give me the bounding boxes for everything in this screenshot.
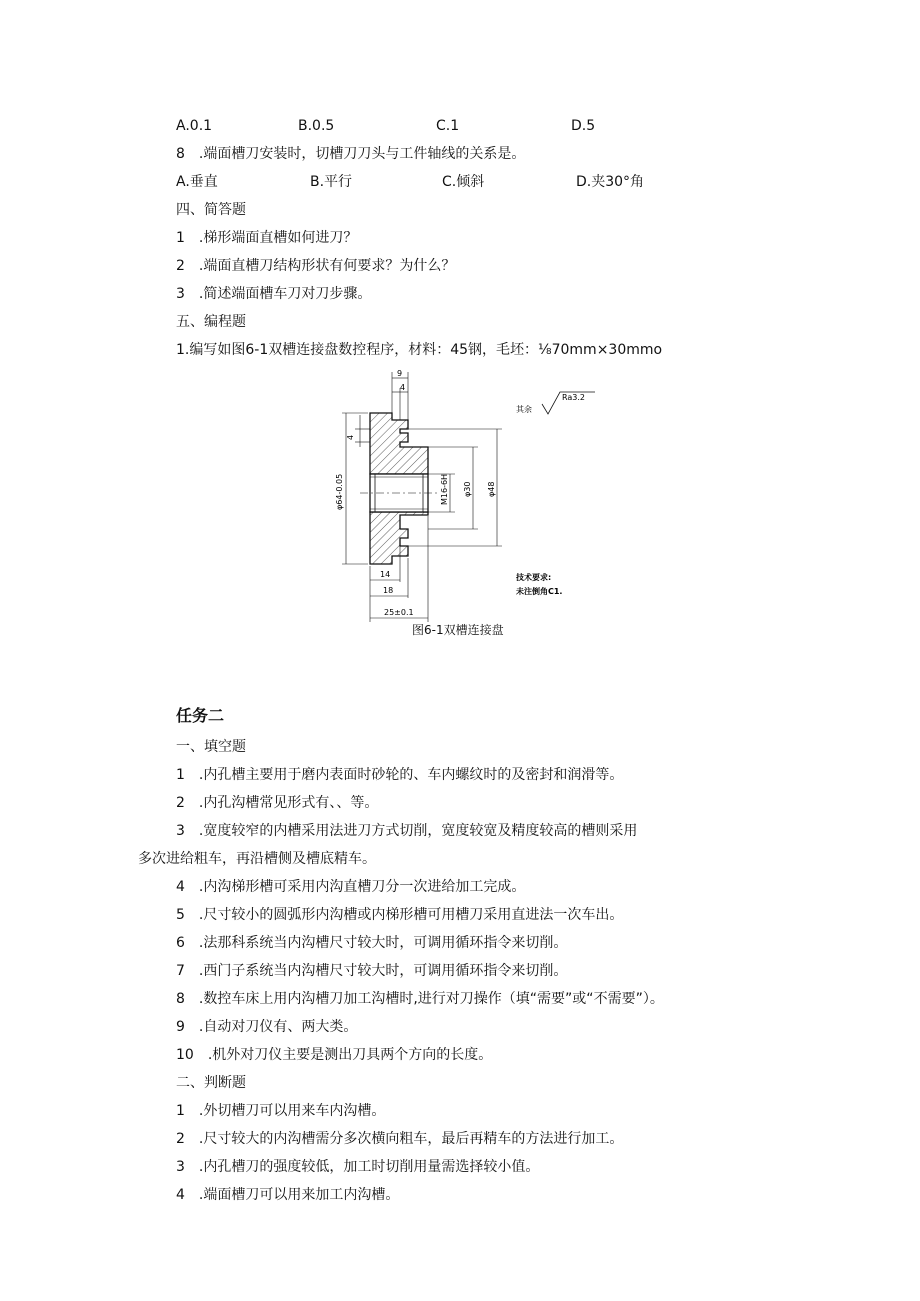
fill-blank-item: 1 .内孔槽主要用于磨内表面时砂轮的、车内螺纹时的及密封和润滑等。 <box>176 767 624 783</box>
fill-blank-item: 3 .宽度较窄的内槽采用法进刀方式切削，宽度较宽及精度较高的槽则采用 <box>176 823 638 839</box>
q7-option-a: A.0.1 <box>176 118 213 134</box>
connecting-disc-drawing <box>320 370 620 645</box>
q7-option-b: B.0.5 <box>298 118 335 134</box>
q7-option-c: C.1 <box>436 118 460 134</box>
fill-blank-item: 5 .尺寸较小的圆弧形内沟槽或内梯形槽可用槽刀采用直进法一次车出。 <box>176 907 624 923</box>
tech-requirements-title: 技术要求: <box>516 573 552 582</box>
section4-heading: 四、简答题 <box>176 202 246 218</box>
dim-14: 14 <box>380 570 391 579</box>
dim-phi64: φ64-0.05 <box>335 473 344 510</box>
fill-blank-item: 2 .内孔沟槽常见形式有、、等。 <box>176 795 379 811</box>
q7-option-d: D.5 <box>571 118 596 134</box>
dim-phi30: φ30 <box>463 481 472 497</box>
task2-title: 任务二 <box>176 706 225 725</box>
dim-25: 25±0.1 <box>384 608 414 617</box>
tech-requirements-note: 未注倒角C1. <box>516 587 563 596</box>
dim-4-left: 4 <box>346 434 355 440</box>
section4-item: 3 .简述端面槽车刀对刀步骤。 <box>176 286 372 302</box>
section4-item: 1 .梯形端面直槽如何进刀？ <box>176 230 358 246</box>
q8-option-d: D.夹30°角 <box>576 174 645 190</box>
roughness-value: Ra3.2 <box>562 393 586 402</box>
fill-blank-item: 10 .机外对刀仪主要是测出刀具两个方向的长度。 <box>176 1047 493 1063</box>
fill-blank-item: 7 .西门子系统当内沟槽尺寸较大时，可调用循环指令来切削。 <box>176 963 568 979</box>
dim-4-top: 4 <box>400 383 406 392</box>
q8-option-a: A.垂直 <box>176 174 218 190</box>
fill-blank-item: 9 .自动对刀仪有、两大类。 <box>176 1019 358 1035</box>
true-false-item: 2 .尺寸较大的内沟槽需分多次横向粗车，最后再精车的方法进行加工。 <box>176 1131 624 1147</box>
fill-blank-item-continuation: 多次进给粗车，再沿槽侧及槽底精车。 <box>138 851 376 867</box>
dim-18: 18 <box>383 586 394 595</box>
fill-blank-item: 4 .内沟梯形槽可采用内沟直槽刀分一次进给加工完成。 <box>176 879 526 895</box>
fill-blank-item: 6 .法那科系统当内沟槽尺寸较大时，可调用循环指令来切削。 <box>176 935 568 951</box>
task2-section2-heading: 二、判断题 <box>176 1075 246 1091</box>
true-false-item: 3 .内孔槽刀的强度较低，加工时切削用量需选择较小值。 <box>176 1159 540 1175</box>
section4-item: 2 .端面直槽刀结构形状有何要求？为什么？ <box>176 258 456 274</box>
dim-m16: M16-6H <box>440 473 449 505</box>
dim-9: 9 <box>397 370 403 378</box>
q8-option-b: B.平行 <box>310 174 353 190</box>
q8-text: 8 .端面槽刀安装时，切槽刀刀头与工件轴线的关系是。 <box>176 146 526 162</box>
fill-blank-item: 8 .数控车床上用内沟槽刀加工沟槽时,进行对刀操作（填“需要”或“不需要”）。 <box>176 991 664 1007</box>
true-false-item: 4 .端面槽刀可以用来加工内沟槽。 <box>176 1187 400 1203</box>
q8-option-c: C.倾斜 <box>442 174 485 190</box>
figure-caption: 图6-1双槽连接盘 <box>412 623 504 637</box>
section5-item: 1.编写如图6-1双槽连接盘数控程序，材料：45钢，毛坯：⅛70mm×30mmo <box>176 342 663 358</box>
section5-heading: 五、编程题 <box>176 314 246 330</box>
task2-section1-heading: 一、填空题 <box>176 739 246 755</box>
true-false-item: 1 .外切槽刀可以用来车内沟槽。 <box>176 1103 386 1119</box>
roughness-label: 其余 <box>516 405 532 414</box>
dim-phi48: φ48 <box>487 481 496 497</box>
